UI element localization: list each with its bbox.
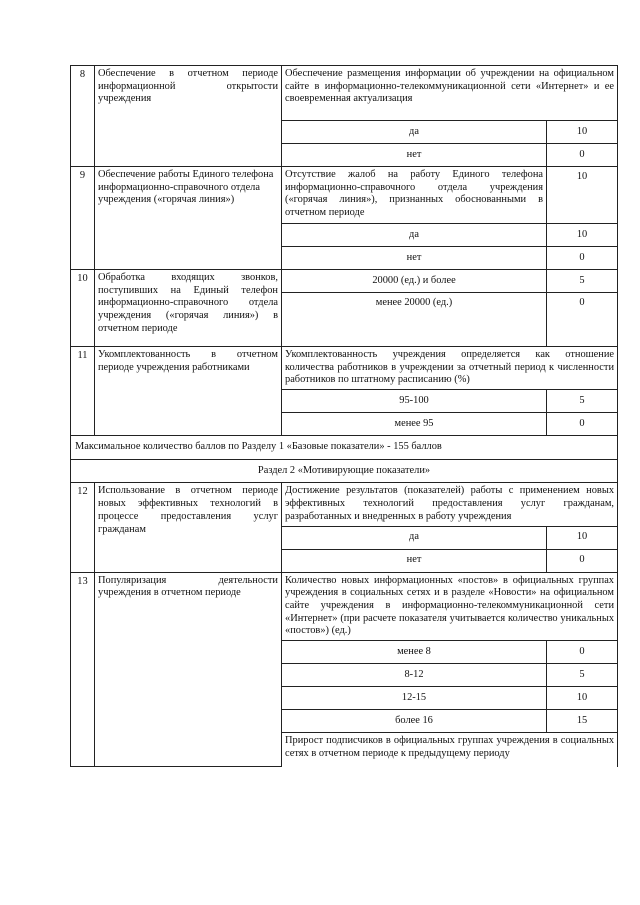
row-number: 8	[71, 66, 95, 167]
criterion-text: Достижение результатов (показателей) работы с применением новых эффективных технологий предоставления услуг гражданам, разработанных и внедренных в работу учреждения	[282, 483, 618, 526]
table-row	[71, 483, 618, 526]
option-label: более 16	[282, 709, 547, 732]
option-label: менее 95	[282, 413, 547, 436]
table-row	[71, 347, 618, 390]
option-points: 10	[547, 224, 618, 247]
row-number: 11	[71, 347, 95, 436]
criterion-text: Прирост подписчиков в официальных группах учреждения в социальных сетях в отчетном периоде к предыдущему периоду	[282, 732, 618, 767]
option-label: менее 20000 (ед.)	[282, 293, 547, 347]
option-points: 0	[547, 549, 618, 572]
option-label: да	[282, 224, 547, 247]
option-points: 5	[547, 663, 618, 686]
indicator-description: Обеспечение в отчетном периоде информационной открытости учреждения	[95, 66, 282, 167]
table-row	[71, 66, 618, 121]
table-row	[71, 436, 618, 460]
table-row	[71, 167, 618, 224]
criterion-text: Обеспечение размещения информации об учреждении на официальном сайте в информационно-телекоммуникационной сети «Интернет» и ее своевременная актуализация	[282, 66, 618, 121]
option-label: менее 8	[282, 640, 547, 663]
table-row	[71, 572, 618, 640]
section-heading: Раздел 2 «Мотивирующие показатели»	[71, 459, 618, 483]
criterion-text: Количество новых информационных «постов» в официальных группах учреждения в социальных сетях и в разделе «Новости» на официальном сайте учреждения в информационно-телекоммуникационной сети «Интернет» (при расчете показателя учитывается количество уникальных «постов») (ед.)	[282, 572, 618, 640]
option-points: 15	[547, 709, 618, 732]
option-points: 0	[547, 144, 618, 167]
option-points: 0	[547, 293, 618, 347]
table-row	[71, 270, 618, 293]
option-label: 20000 (ед.) и более	[282, 270, 547, 293]
option-points: 10	[547, 526, 618, 549]
row-number: 13	[71, 572, 95, 767]
option-label: нет	[282, 247, 547, 270]
indicator-description: Использование в отчетном периоде новых эффективных технологий в процессе предоставления услуг гражданам	[95, 483, 282, 572]
criterion-points: 10	[547, 167, 618, 224]
option-label: 8-12	[282, 663, 547, 686]
indicator-table	[70, 65, 618, 767]
option-points: 0	[547, 247, 618, 270]
option-label: да	[282, 121, 547, 144]
option-points: 10	[547, 686, 618, 709]
option-label: 12-15	[282, 686, 547, 709]
option-label: нет	[282, 144, 547, 167]
option-points: 5	[547, 390, 618, 413]
option-label: 95-100	[282, 390, 547, 413]
criterion-text: Отсутствие жалоб на работу Единого телефона информационно-справочного отдела учреждения («горячая линия»), признанных обоснованными в отчетном периоде	[282, 167, 547, 224]
row-number: 12	[71, 483, 95, 572]
option-points: 0	[547, 413, 618, 436]
option-label: нет	[282, 549, 547, 572]
option-label: да	[282, 526, 547, 549]
row-number: 9	[71, 167, 95, 270]
option-points: 10	[547, 121, 618, 144]
table-row	[71, 459, 618, 483]
section-summary: Максимальное количество баллов по Разделу 1 «Базовые показатели» - 155 баллов	[71, 436, 618, 460]
option-points: 0	[547, 640, 618, 663]
criterion-text: Укомплектованность учреждения определяется как отношение количества работников в учреждении за отчетный период к численности работников по штатному расписанию (%)	[282, 347, 618, 390]
indicator-description: Обеспечение работы Единого телефона информационно-справочного отдела учреждения («горячая линия»)	[95, 167, 282, 270]
row-number: 10	[71, 270, 95, 347]
indicator-description: Обработка входящих звонков, поступивших на Единый телефон информационно-справочного отдела учреждения («горячая линия») в отчетном периоде	[95, 270, 282, 347]
indicator-description: Укомплектованность в отчетном периоде учреждения работниками	[95, 347, 282, 436]
option-points: 5	[547, 270, 618, 293]
indicator-description: Популяризация деятельности учреждения в отчетном периоде	[95, 572, 282, 767]
